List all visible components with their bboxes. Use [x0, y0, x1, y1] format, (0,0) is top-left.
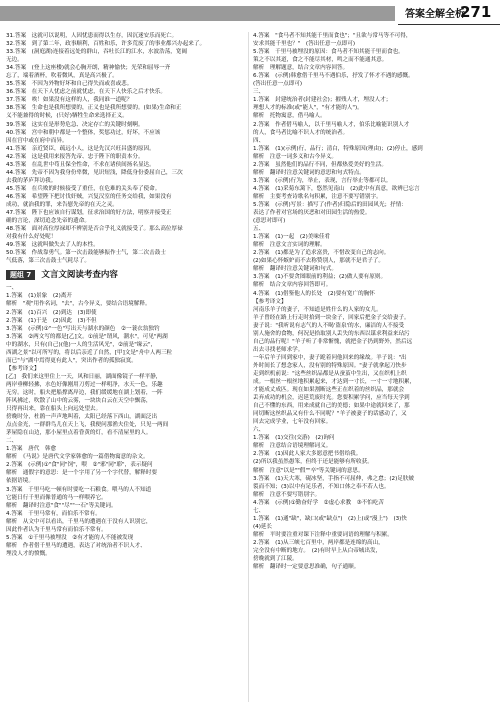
header-bar	[0, 6, 395, 21]
text-line: 1.答案 封建统治者(封建社会)；摧残人才，埋没人才；	[253, 97, 392, 104]
text-line: 1.答案 (1)一起 (2)美味佳肴	[253, 234, 331, 241]
right-answer-list	[253, 32, 493, 571]
text-line: 39.答案 这实在是形势危急、决定存亡的关键时刻啊。	[6, 121, 144, 128]
text-line: 确的言论，深切追念先帝的遗命。	[6, 218, 90, 225]
text-line: 中的湖水，只有(自己)(他)一人的生活风光"，②前是"缘云"，	[6, 341, 157, 348]
text-line: 别人施舍的食物，何况是拾取别人丢失的东西以谋求利益来玷污	[253, 330, 410, 337]
text-line: 4.答案 "食马者不知其能千里而食也"；"且欲与常马等不可得，	[253, 33, 412, 39]
text-line: 解析 平时要注重对课下注释中重要词语的理解与积累。	[253, 531, 393, 538]
text-line: 解析 注意一词多义和古今异义。	[253, 153, 337, 160]
text-line: 解析 主要考查诗歌名句积累，注意不要写错别字。	[253, 193, 382, 200]
text-line: 34.答案 (登上这座楼)就会心胸开朗，精神愉快；光荣和屈辱一齐	[6, 65, 171, 72]
text-line: (意思对即可)	[253, 218, 286, 225]
text-line: 1.答案 唐代 韩愈	[6, 446, 57, 453]
text-line: 4.答案 (1)采菊东篱下，悠然见南山 (2)此中有真意，欲辨已忘言	[253, 185, 420, 192]
text-line: 七、	[253, 507, 265, 514]
section-name: 文言文阅读考查内容	[41, 269, 118, 280]
text-line: 3.答案 (示例)①"一色"写出天与湖水的颜色 ②一蓑衣翁独钓	[6, 325, 160, 332]
text-line: 3.答案 (示例)行为，举止，表现，言行举止等都可以。	[253, 177, 392, 184]
text-line: 解析 从文中可以看出，千里马的遭遇在于没有人识别它，	[6, 518, 152, 525]
text-line: 因在宫中或在府中而异。	[6, 137, 68, 144]
text-line: 五、	[253, 226, 265, 233]
text-line: (2)如果心怀嫉妒而不去称赞别人，那就不是君子了。	[253, 258, 384, 265]
text-line: 六、	[253, 427, 265, 434]
text-line: 安求其能千里也？" (答出任意一点即可)	[253, 41, 356, 48]
text-line: 【参考译文】	[6, 365, 40, 372]
text-line: 义不能兼得的时候，(只好)牺牲生命来选择正义。	[6, 113, 128, 120]
text-line: 解析 翻译时注意关键词的意思和句式特点。	[253, 169, 365, 176]
text-line: 它能日行千里而像普通的马一样喂养它。	[6, 494, 107, 501]
text-line: 同切断这丝织品又有什么不同呢？"羊子被妻子的话感动了，又	[253, 411, 407, 418]
page-header	[0, 0, 500, 28]
text-line: 6.答案 (示例)韩愈借千里马不遇伯乐，抒发了怀才不遇的感慨。	[253, 73, 414, 80]
section-tag: 题组 7	[6, 270, 35, 280]
text-line: 3.答案 (1)不要贪图眼前的利益；(2)做人要有原则。	[253, 274, 387, 281]
text-line: 2.答案 (1)因此人家大多愿意把书借给我。	[253, 451, 362, 458]
text-line: 茅屋隐在山边，那小屋里点着昏黄的灯，看不清屋里的人。	[6, 430, 152, 437]
text-line: 三、	[253, 89, 265, 96]
text-line: 裂而不知；(3)以中有足乐者，不知口体之奉不若人也。	[253, 483, 390, 490]
left-column	[6, 32, 246, 558]
text-line: 点点金光，一群群鸟儿在天上飞，我便问那渔夫住处，只见一两间	[6, 422, 169, 429]
text-line: 傍晚时分，杜鹃一声声地叫着，太阳已经落下西山，湖面泛出	[6, 414, 158, 421]
text-line: 3.答案 千里马吃一顿有时要吃一石粮食。喂马的人不知道	[6, 486, 152, 493]
text-line: 50.答案 作战靠勇气。第一次击鼓能够振作士气，第二次击鼓士	[6, 250, 166, 257]
text-line: 3.答案 (1)天大寒，砚冰坚，手指不可屈伸，弗之怠；(2)足肤皴	[253, 475, 415, 482]
text-line: (4)延长	[253, 523, 273, 530]
text-line: 49.答案 这就叫做失去了人的本性。	[6, 242, 99, 249]
text-line: 4.答案 千里马常有，而伯乐不常有。	[6, 510, 101, 517]
text-line: 解析 注意结合语境理解词义。	[253, 443, 332, 450]
text-line: 出去寻找老师求学。	[253, 346, 304, 353]
text-line: 妻子说："我听说有志气的人不喝'盗泉'的水，廉洁的人不接受	[253, 322, 405, 329]
text-line: 两岸垂柳轻拂，水色好像刚用刀剪过一样明净，水天一色，乐趣	[6, 381, 163, 388]
text-line: 解析 理解题意，结合文章内容回答。	[253, 65, 349, 72]
text-line: 4.答案 (1)借鉴他人的长处 (2)要有宽广的胸怀	[253, 290, 375, 297]
text-line: 成功，就治我的罪，来告慰先帝的在天之灵。	[6, 201, 118, 208]
text-line: 解析 注意不要写错别字。	[253, 491, 321, 498]
text-line: 36.答案 在天下人忧虑之前就忧虑，在天下人快乐之后才快乐。	[6, 89, 166, 96]
text-line: 而已"与"湖中焉得更有此人"，突出作者的孤独寂寞。	[6, 357, 137, 364]
text-line: 傍晚就到了江陵。	[253, 556, 298, 563]
text-line: 2.答案 (1)从三峡七百里中，两岸都是连绵的高山，	[253, 539, 384, 546]
text-line: 依据语境。	[6, 478, 34, 485]
text-line: 37.答案 唉！如果没有这样的人，我同谁一道呢？	[6, 97, 133, 104]
section-heading	[6, 267, 246, 282]
text-line: 回去完成学业，七年没有回家。	[253, 419, 332, 426]
text-line: 1.答案 (1)交往(交游) (2)询问	[253, 435, 335, 442]
text-line: 二、	[6, 438, 18, 445]
text-line: 32.答案 到了第二年，政事顺利，百姓和乐，许多荒废了的事业都兴办起来了。	[6, 41, 206, 48]
text-line: 无边。	[6, 57, 23, 64]
text-line: 2.答案 (1)百兴 (2)到达 (3)即使	[6, 309, 97, 316]
text-line: 西湖之景"以可所写的，将以后亲近了自然，[甲]文是"舟中人两三粒	[6, 349, 173, 356]
text-line: 47.答案 陛下也应该自行谋划，征求治国的好方法，明察并接受正	[6, 210, 172, 217]
text-line: 河南乐羊子的妻子，不知道是姓什么的人家的女儿。	[253, 306, 382, 313]
header-title: 答案全解全析	[405, 9, 465, 20]
text-line: 因此作者认为千里马常有而伯乐不常有。	[6, 526, 107, 533]
text-line: 四、	[253, 137, 265, 144]
text-line: 35.答案 不因为外物好坏和自己得失而或喜或悲。	[6, 81, 133, 88]
text-line: 策之不以其道，食之不能尽其材，鸣之而不能通其意。	[253, 57, 388, 64]
text-line: 表达了作者对官场的厌恶和对田园生活的热爱。	[253, 210, 371, 217]
text-line: 46.答案 希望陛下把讨伐奸贼，兴复汉室的任务交给我，如果没有	[6, 193, 172, 200]
text-line: 解析 翻译时注意关键词和句式。	[253, 266, 337, 273]
text-line: 4.答案 (示例)①勤奋好学 ②虚心求教 ③不怕吃苦	[253, 499, 385, 506]
left-answer-list-2	[6, 284, 246, 558]
text-line: 丢弃成功的机会，迟延荒废时光。您要积累学问，应当每天学到	[253, 395, 410, 402]
text-line: 完全没有中断的地方。 (2)有时早上从白帝城出发，	[253, 548, 382, 554]
text-line: 2.答案 作者借马喻人，以千里马喻人才，伯乐比喻能识别人才	[253, 121, 410, 128]
text-line: 才能成丈成匹。现在如果割断这些正在织着的丝织品，那就会	[253, 387, 405, 394]
text-line: 对我有什么好处呢！	[6, 234, 57, 241]
text-line: 埋没人才的愤慨。	[6, 550, 51, 557]
text-line: 1.答案 (1)(示例)行，品行；清白，特殊原因(理由)；(2)停止，感到	[253, 145, 423, 152]
text-line: 气低落，第三次击鼓士气耗尽了。	[6, 258, 90, 265]
text-line: 理想人才的标准(或"能人"，"有才能的人")。	[253, 105, 363, 112]
text-line: 2.答案 (1)于是 (2)因此 (3)不但	[6, 317, 97, 324]
text-line: 成。一根丝一根丝地积累起来，才达到一寸长，一寸一寸地积累，	[253, 379, 416, 386]
text-line: 去我的茅庐拜访我。	[6, 177, 57, 184]
text-line: 【参考译文】	[253, 298, 287, 305]
text-line: 一、	[6, 285, 18, 292]
text-line: 41.答案 亲近贤臣，疏远小人，这是先汉兴旺昌盛的原因。	[6, 145, 155, 152]
text-line: 解析 作者借千里马的遭遇，表达了对统治者不识人才、	[6, 542, 146, 549]
text-line: 解析 翻译时一定要意思准确，句子通顺。	[253, 564, 360, 571]
text-line: 羊子曾经在路上行走时拾到一块金子，回家后把金子交给妻子。	[253, 314, 410, 321]
text-line: 外时间长了想念家人，没有别的特殊原因。"妻子就拿起刀快步	[253, 362, 407, 369]
text-line: (答出任意一点即可)	[253, 81, 303, 88]
text-line: 解析 托物寓意，借马喻人。	[253, 113, 326, 120]
text-line: 解析 "观"用作名词，"去"，古今异义，要结合语境解释。	[6, 301, 151, 308]
text-line: 5.答案 (示例)写景：描写了(作者)归隐后的田园风光；抒情：	[253, 201, 407, 208]
text-line: 40.答案 宫中和朝中都是一个整体，奖惩功过，好坏，不应该	[6, 129, 161, 136]
text-line: 3.答案 ②两文写的都是[乙]文。①前是"谓风，潮水"，可见"两湖	[6, 333, 168, 340]
text-line: 自己的品行呢！"羊子听了非常惭愧，就把金子扔到野外，然后远	[253, 338, 413, 345]
page-number: 271	[460, 3, 492, 21]
column-divider	[248, 32, 249, 702]
text-line: 43.答案 在乱世中苟且保全性命，不求在诸侯间扬名显达。	[6, 161, 155, 168]
text-line: 解析 《马说》是唐代文学家韩愈的一篇借物寓意的杂文。	[6, 454, 149, 461]
header-rule	[398, 24, 500, 25]
text-line: 自己不懂的东西，用来成就自己的美德；如果中途就回来了，那	[253, 403, 410, 410]
text-line: 45.答案 在兵败的时候接受了重任，在危难的关头奉了使命。	[6, 185, 161, 192]
text-line: 一年后羊子回到家中，妻子跪着问他回来的缘故。羊子说："出	[253, 354, 407, 361]
text-line: 的人，食马者比喻不识人才的统治者。	[253, 129, 349, 136]
text-line: 2.答案 虽然他们的品行不同，但都热爱美好的生活。	[253, 161, 387, 168]
text-line: 阵风拂过，吹散了山中的云雾，一块块白云在天空中飘荡，	[6, 398, 152, 405]
text-line: 走到织机前说："这些丝织品都是从蚕茧中生出，又在织机上织	[253, 370, 407, 377]
left-answer-list	[6, 32, 246, 265]
text-line: 5.答案 千里马被埋没的原因：食马者不知其能千里而食也。	[253, 49, 404, 56]
text-line: 31.答案 这就可以说明，人因忧患而得以生存，因沉迷安乐而死亡。	[6, 33, 178, 39]
text-line: 42.答案 这是我用来报答先帝、忠于陛下的职责本分。	[6, 153, 144, 160]
text-line: 忘了，端着酒杯，吹着微风，真是高兴极了。	[6, 73, 118, 80]
text-line: 解析 结合文章内容回答即可。	[253, 282, 332, 289]
text-line: 38.答案 生命也是我所想要的，正义也是我所想要的。(如果)生命和正	[6, 105, 182, 112]
text-line: 44.答案 先帝不因为我身份卑微，见识短浅，降低身份委屈自己，三次	[6, 169, 183, 176]
text-line: 2.答案 (1)都是为了追求富贵，不惜改变自己的志向。	[253, 250, 390, 257]
text-line: 2.答案 (示例)①"食"同"饲"，喂 ②"邪"同"耶"，表示疑问	[6, 462, 153, 469]
text-line: 解析 翻译时注意"食""尽""一石"等关键词。	[6, 502, 117, 509]
text-line: 48.答案 面对高位厚禄却不辨别是否合乎礼义就接受了。那么高位厚禄	[6, 226, 183, 233]
text-line: 无穷。这时，船夫把船撑离岸边，我们缓缓地在湖上划着，一阵	[6, 389, 163, 396]
text-line: 解析 注意"以是""假""卒"等关键词的意思。	[253, 467, 364, 474]
text-line: 33.答案 (洞庭湖)连接着远处的群山，吞吐长江的江水，水波浩荡，宽阔	[6, 49, 188, 56]
text-line: 解析 注意文言实词的理解。	[253, 242, 326, 249]
text-line: [乙] 我们来这里住上一天，风和日丽，湖面像镜子一样平静，	[6, 373, 162, 380]
text-line: 解析 通假字的意思：是一个字用了另一个字代替，解释时要	[6, 470, 158, 477]
text-line: 只得再出来，靠在船头上向远处望去。	[6, 406, 102, 413]
text-line: 5.答案 ①千里马被埋没 ②有才能的人不能被发现	[6, 534, 134, 541]
text-line: 1.答案 (1)通"缺"，缺口(或"缺点") (2)上(或"漫上") (3)快	[253, 515, 407, 522]
text-line: 1.答案 (1)景象 (2)离开	[6, 293, 72, 300]
right-column	[253, 32, 493, 571]
text-line: (2)所以我虽然愚笨，但终于还是能够有所收获。	[253, 459, 373, 466]
